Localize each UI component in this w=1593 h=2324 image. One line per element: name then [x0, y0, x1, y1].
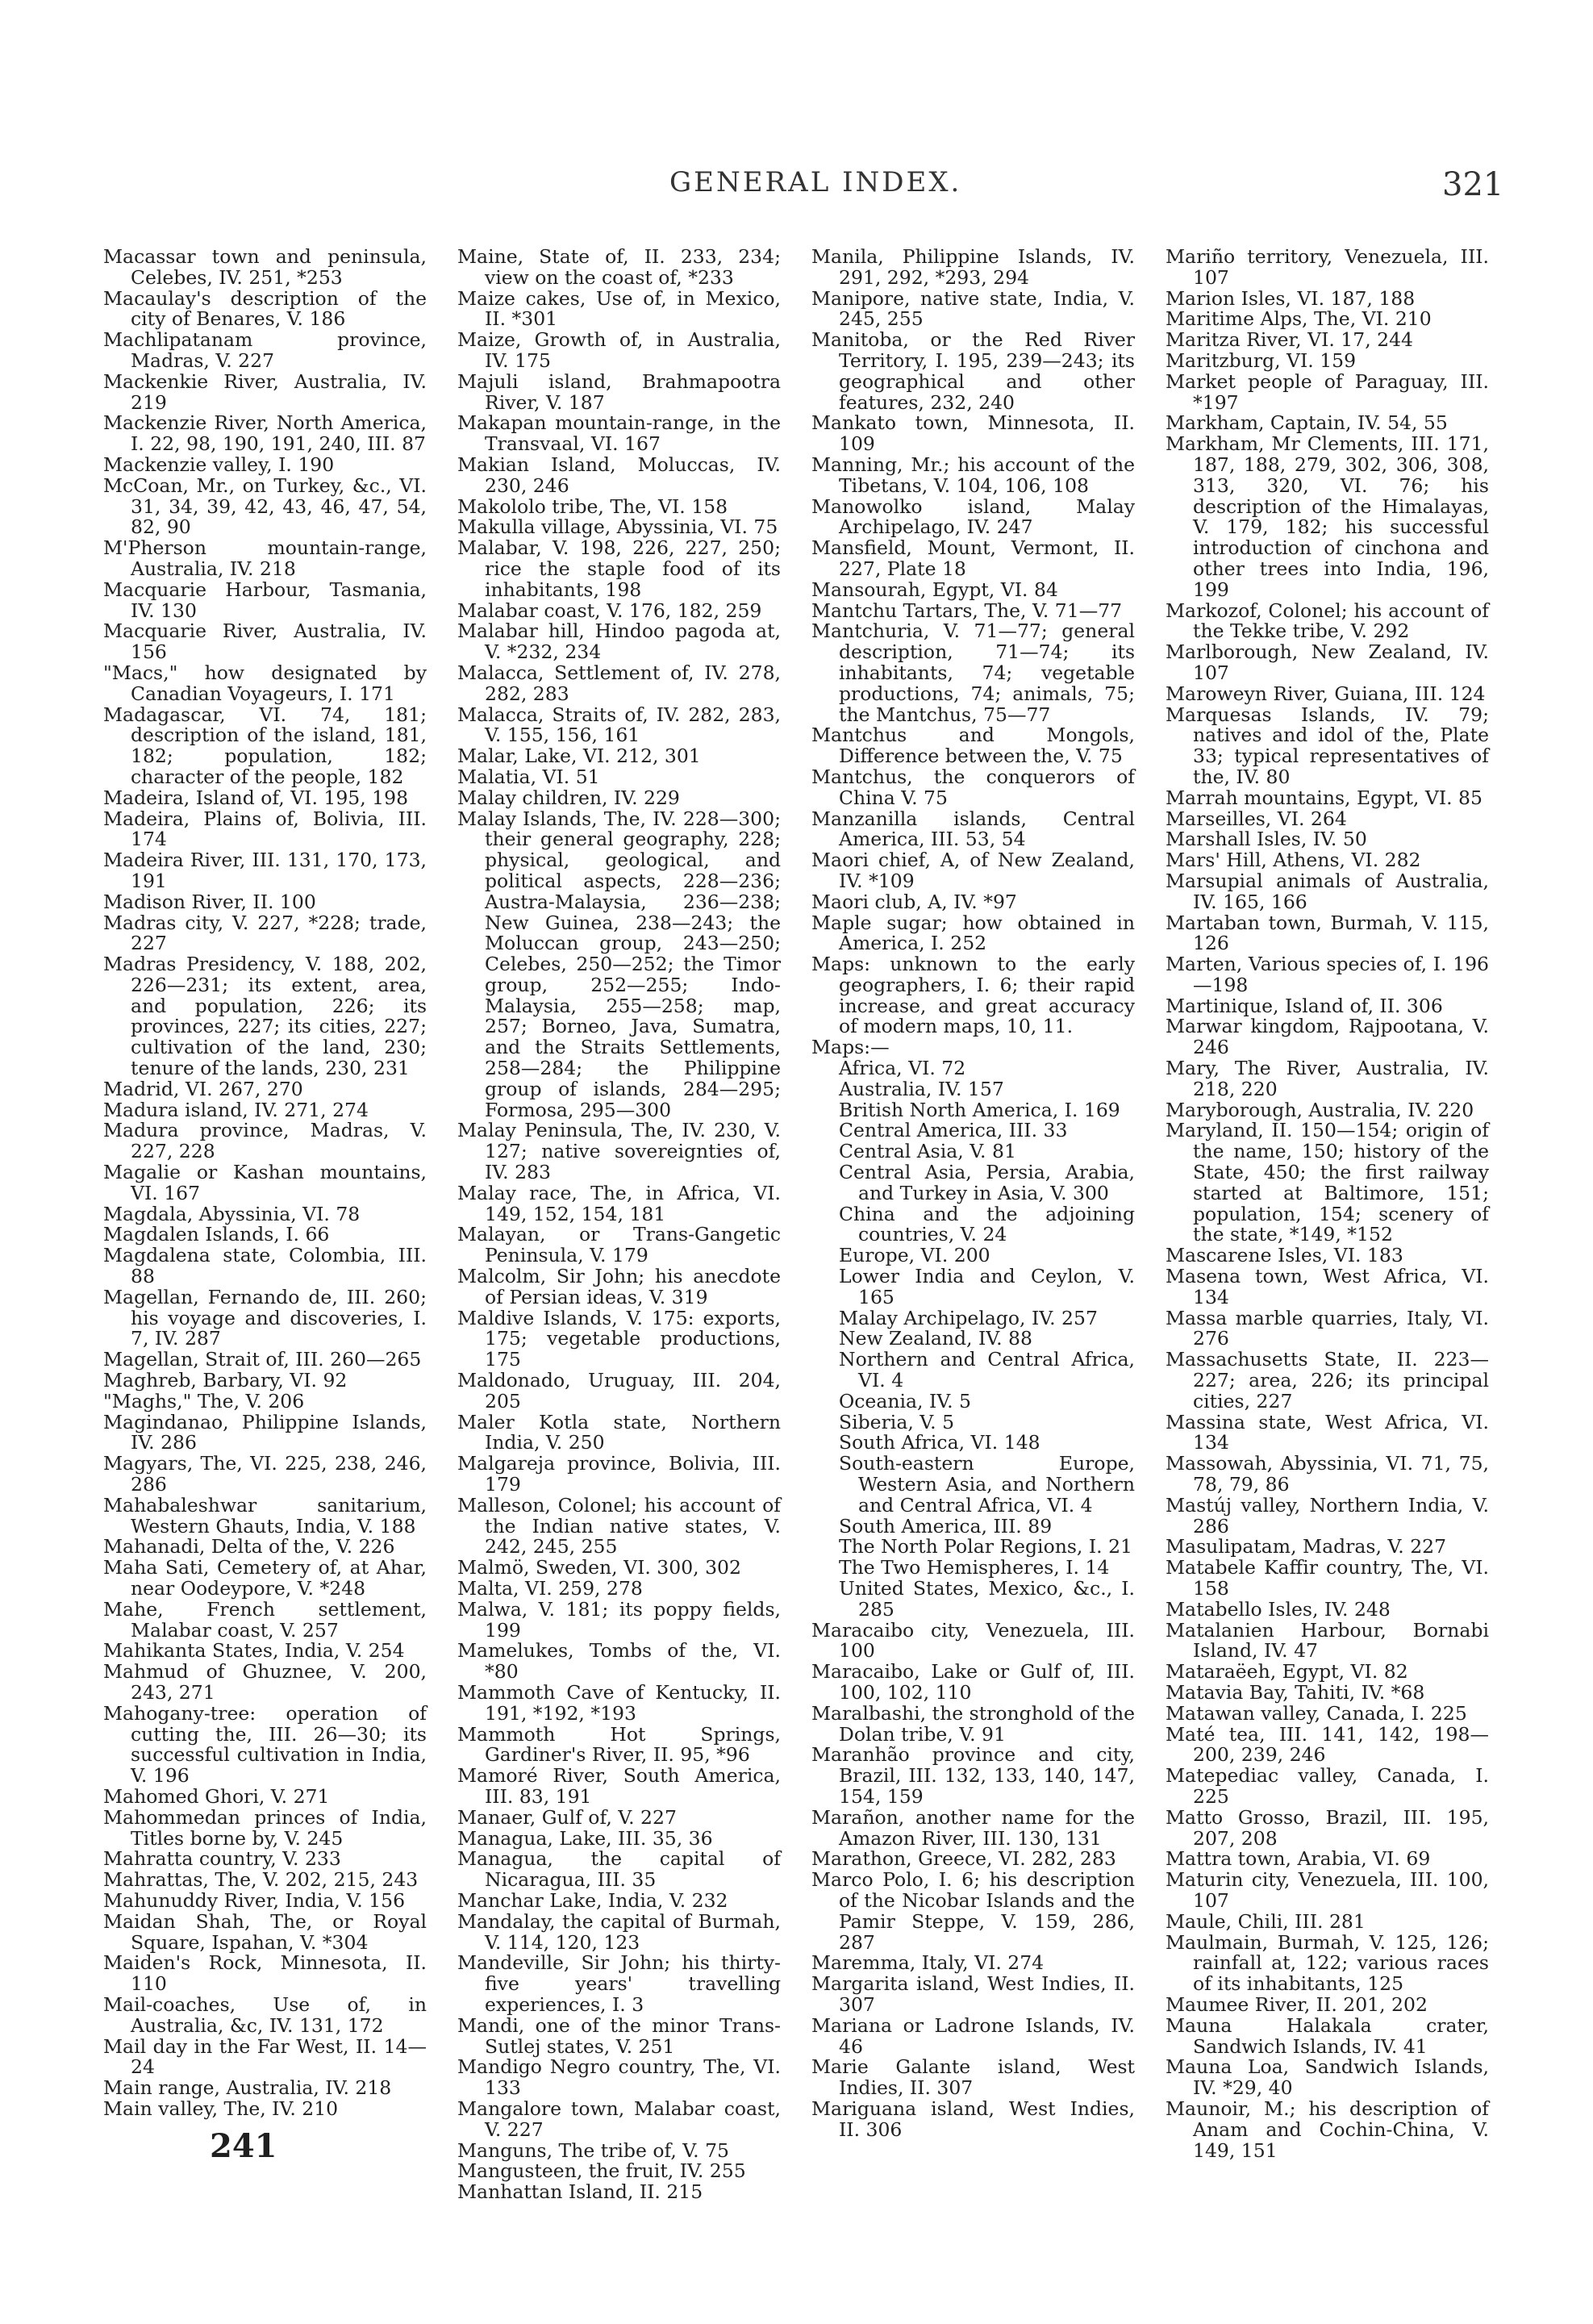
index-entry: Magindanao, Philippine Islands, IV. 286 — [103, 1410, 427, 1454]
index-entry: M'Pherson mountain-range, Australia, IV. 218 — [103, 536, 427, 580]
index-entry: Mantchuria, V. 71—77; general description, 71—74; its inhabitants, 74; vegetable productions, 74; animals, 75; the Mantchus, 75—77 — [811, 620, 1135, 726]
index-entry: Marsupial animals of Australia, IV. 165, 166 — [1166, 869, 1489, 913]
index-entry: Marshall Isles, IV. 50 — [1166, 828, 1367, 851]
index-entry: Maps: unknown to the early geographers, I. 6; their rapid increase, and great accuracy of modern maps, 10, 11. — [811, 953, 1135, 1038]
signature-number: 241 — [210, 2127, 277, 2165]
index-entry: Manitoba, or the Red River Territory, I. 195, 239—243; its geographical and other features, 232, 240 — [811, 328, 1135, 414]
index-entry: Mariguana island, West Indies, II. 306 — [811, 2097, 1135, 2141]
index-entry: Macaulay's description of the city of Benares, V. 186 — [103, 286, 427, 331]
index-entry: Mantchu Tartars, The, V. 71—77 — [811, 599, 1123, 622]
index-entry: Magyars, The, VI. 225, 238, 246, 286 — [103, 1452, 427, 1496]
index-entry: Mankato town, Minnesota, II. 109 — [811, 411, 1135, 456]
index-entry: Manila, Philippine Islands, IV. 291, 292, *293, 294 — [811, 245, 1135, 289]
index-entry: Majuli island, Brahmapootra River, V. 187 — [457, 369, 781, 414]
index-entry: Malay Islands, The, IV. 228—300; their general geography, 228; physical, geological, and political aspects, 228—236; Austra-Malaysia, 236—238; New Guinea, 238—243; the Moluccan group, 243—250; Celebes, 250—252; the Timor group, 252—255; Indo-Malaysia, 255—258; map, 257; Borneo, Java, Sumatra, and the Straits Settlements, 258—284; the Philippine group of islands, 284—295; Formosa, 295—300 — [457, 807, 781, 1121]
index-entry: Maori chief, A, of New Zealand, IV. *109 — [811, 849, 1135, 892]
index-entry: Mauna Halakala crater, Sandwich Islands, IV. 41 — [1166, 2013, 1489, 2058]
index-entry: Mary, The River, Australia, IV. 218, 220 — [1166, 1057, 1489, 1100]
index-entry: Malay race, The, in Africa, VI. 149, 152, 154, 181 — [457, 1181, 781, 1225]
index-entry: Magalie or Kashan mountains, VI. 167 — [103, 1161, 427, 1204]
index-entry: McCoan, Mr., on Turkey, &c., VI. 31, 34, 39, 42, 43, 46, 47, 54, 82, 90 — [103, 474, 427, 539]
index-entry: Malgareja province, Bolivia, III. 179 — [457, 1452, 781, 1496]
index-entry: Maldonado, Uruguay, III. 204, 205 — [457, 1369, 781, 1412]
index-entry: Mamelukes, Tombs of the, VI. *80 — [457, 1639, 781, 1684]
index-entry: Magellan, Fernando de, III. 260; his voyage and discoveries, I. 7, IV. 287 — [103, 1285, 427, 1350]
index-entry: Maule, Chili, III. 281 — [1166, 1909, 1366, 1933]
index-entry: Market people of Paraguay, III. *197 — [1166, 369, 1489, 414]
index-entry: Maize, Growth of, in Australia, IV. 175 — [457, 328, 781, 372]
index-entry: Madison River, II. 100 — [103, 890, 316, 913]
index-entry: Mandi, one of the minor Trans-Sutlej states, V. 251 — [457, 2013, 781, 2058]
index-subentry: British North America, I. 169 — [839, 1098, 1120, 1121]
index-column-3 — [811, 247, 1135, 2203]
index-subentry: Northern and Central Africa, VI. 4 — [839, 1348, 1135, 1392]
index-column-1 — [103, 247, 427, 2203]
index-entry: Malatia, VI. 51 — [457, 765, 600, 788]
index-entry: Mahikanta States, India, V. 254 — [103, 1639, 405, 1663]
index-entry: Mahomed Ghori, V. 271 — [103, 1784, 330, 1808]
index-subentry: Siberia, V. 5 — [839, 1410, 955, 1433]
index-entry: Macquarie River, Australia, IV. 156 — [103, 620, 427, 664]
index-entry: Maté tea, III. 141, 142, 198—200, 239, 246 — [1166, 1722, 1489, 1767]
index-entry: Manowolko island, Malay Archipelago, IV. 247 — [811, 494, 1135, 539]
index-entry: Marlborough, New Zealand, IV. 107 — [1166, 640, 1489, 684]
index-entry: Mantchus, the conquerors of China V. 75 — [811, 765, 1135, 809]
index-entry: Maralbashi, the stronghold of the Dolan tribe, V. 91 — [811, 1701, 1135, 1746]
index-entry: Manaer, Gulf of, V. 227 — [457, 1805, 677, 1829]
index-entry: Magdalen Islands, I. 66 — [103, 1223, 330, 1246]
index-entry: Maiden's Rock, Minnesota, II. 110 — [103, 1951, 427, 1996]
index-entry: Matabello Isles, IV. 248 — [1166, 1597, 1391, 1621]
index-subentry: Australia, IV. 157 — [839, 1077, 1004, 1100]
index-entry: Markozof, Colonel; his account of the Tekke tribe, V. 292 — [1166, 599, 1489, 643]
index-entry: Maritzburg, VI. 159 — [1166, 348, 1357, 372]
index-entry: Masena town, West Africa, VI. 134 — [1166, 1265, 1489, 1308]
index-subentry: Europe, VI. 200 — [839, 1244, 990, 1267]
index-entry: Mandeville, Sir John; his thirty-five years' travelling experiences, I. 3 — [457, 1951, 781, 2016]
index-entry: Markham, Captain, IV. 54, 55 — [1166, 411, 1448, 435]
index-subentry: Central Asia, Persia, Arabia, and Turkey in Asia, V. 300 — [839, 1161, 1135, 1204]
index-entry: Mahmud of Ghuznee, V. 200, 243, 271 — [103, 1660, 427, 1704]
index-entry: Marañon, another name for the Amazon River, III. 130, 131 — [811, 1805, 1135, 1850]
index-entry: Maritza River, VI. 17, 244 — [1166, 328, 1414, 352]
index-entry: Mansourah, Egypt, VI. 84 — [811, 578, 1058, 601]
index-entry: Mail-coaches, Use of, in Australia, &c, IV. 131, 172 — [103, 1992, 427, 2037]
index-subentry: Central America, III. 33 — [839, 1119, 1068, 1142]
index-entry: Maori club, A, IV. *97 — [811, 890, 1017, 913]
index-entry: Matepediac valley, Canada, I. 225 — [1166, 1764, 1489, 1808]
index-entry: Martinique, Island of, II. 306 — [1166, 994, 1443, 1017]
index-entry: Mammoth Cave of Kentucky, II. 191, *192, *193 — [457, 1680, 781, 1725]
index-entry: Marie Galante island, West Indies, II. 307 — [811, 2055, 1135, 2100]
index-entry: Mantchus and Mongols, Difference between the, V. 75 — [811, 724, 1135, 768]
index-entry: Maunoir, M.; his description of Anam and Cochin-China, V. 149, 151 — [1166, 2097, 1489, 2162]
index-entry: Managua, the capital of Nicaragua, III. 35 — [457, 1847, 781, 1892]
index-entry: Maracaibo city, Venezuela, III. 100 — [811, 1618, 1135, 1663]
index-entry: Maumee River, II. 201, 202 — [1166, 1992, 1428, 2016]
index-entry: Mauna Loa, Sandwich Islands, IV. *29, 40 — [1166, 2055, 1489, 2100]
index-entry: Malta, VI. 259, 278 — [457, 1577, 643, 1600]
index-entry: Maize cakes, Use of, in Mexico, II. *301 — [457, 286, 781, 331]
index-entry: Matawan valley, Canada, I. 225 — [1166, 1701, 1467, 1725]
index-entry: Matto Grosso, Brazil, III. 195, 207, 208 — [1166, 1805, 1489, 1850]
index-subentry: Lower India and Ceylon, V. 165 — [839, 1265, 1135, 1308]
index-entry: "Maghs," The, V. 206 — [103, 1389, 305, 1412]
index-entry: Mattra town, Arabia, VI. 69 — [1166, 1847, 1431, 1871]
index-entry: Marseilles, VI. 264 — [1166, 807, 1347, 830]
index-entry: Maranhão province and city, Brazil, III. 132, 133, 140, 147, 154, 159 — [811, 1743, 1135, 1808]
index-entry: Markham, Mr Clements, III. 171, 187, 188, 279, 302, 306, 308, 313, 320, VI. 76; his description of the Himalayas, V. 179, 182; his successful introduction of cinchona and other trees into India, 196, 199 — [1166, 432, 1489, 601]
index-entry: Mangalore town, Malabar coast, V. 227 — [457, 2097, 781, 2141]
index-subentry: The North Polar Regions, I. 21 — [839, 1535, 1132, 1558]
index-entry: Maple sugar; how obtained in America, I. 252 — [811, 911, 1135, 955]
index-subentry: Oceania, IV. 5 — [839, 1389, 971, 1412]
running-title: GENERAL INDEX. — [669, 166, 962, 198]
index-entry: Maremma, Italy, VI. 274 — [811, 1951, 1045, 1975]
index-entry: Mariño territory, Venezuela, III. 107 — [1166, 245, 1489, 289]
index-entry: Madura island, IV. 271, 274 — [103, 1098, 369, 1121]
index-entry: Marquesas Islands, IV. 79; natives and idol of the, Plate 33; typical representatives of the, IV. 80 — [1166, 703, 1489, 788]
index-entry: Maryland, II. 150—154; origin of the name, 150; history of the State, 450; the first railway started at Baltimore, 151; population, 154; scenery of the state, *149, *152 — [1166, 1119, 1489, 1246]
index-entry: Malwa, V. 181; its poppy fields, 199 — [457, 1597, 781, 1642]
index-entry: Madagascar, VI. 74, 181; description of the island, 181, 182; population, 182; character of the people, 182 — [103, 703, 427, 788]
index-entry: Madras Presidency, V. 188, 202, 226—231; its extent, area, and population, 226; its provinces, 227; its cities, 227; cultivation of the land, 230; tenure of the lands, 230, 231 — [103, 953, 427, 1080]
index-entry: Marten, Various species of, I. 196—198 — [1166, 953, 1489, 996]
index-entry: Managua, Lake, III. 35, 36 — [457, 1826, 713, 1850]
page-number: 321 — [1442, 166, 1504, 203]
index-subentry: South America, III. 89 — [839, 1514, 1053, 1538]
index-entry: Massowah, Abyssinia, VI. 71, 75, 78, 79, 86 — [1166, 1452, 1489, 1496]
index-entry: Madeira River, III. 131, 170, 173, 191 — [103, 849, 427, 892]
index-entry: Malleson, Colonel; his account of the Indian native states, V. 242, 245, 255 — [457, 1493, 781, 1558]
index-entry: Madras city, V. 227, *228; trade, 227 — [103, 911, 427, 955]
index-entry: Mastúj valley, Northern India, V. 286 — [1166, 1493, 1489, 1538]
index-entry: Madeira, Plains of, Bolivia, III. 174 — [103, 807, 427, 851]
index-entry: Matavia Bay, Tahiti, IV. *68 — [1166, 1680, 1425, 1704]
index-subentry: Africa, VI. 72 — [839, 1057, 966, 1080]
index-entry: Mahommedan princes of India, Titles borne by, V. 245 — [103, 1805, 427, 1850]
index-entry: Makapan mountain-range, in the Transvaal, VI. 167 — [457, 411, 781, 456]
index-entry: Mahogany-tree: operation of cutting the, III. 26—30; its successful cultivation in India, V. 196 — [103, 1701, 427, 1788]
index-entry: Marco Polo, I. 6; his description of the Nicobar Islands and the Pamir Steppe, V. 159, 286, 287 — [811, 1868, 1135, 1954]
index-entry: Makian Island, Moluccas, IV. 230, 246 — [457, 453, 781, 497]
index-entry: Mangusteen, the fruit, IV. 255 — [457, 2159, 746, 2183]
index-entry: Macassar town and peninsula, Celebes, IV. 251, *253 — [103, 245, 427, 289]
index-entry: Mascarene Isles, VI. 183 — [1166, 1244, 1403, 1267]
index-entry: Maturin city, Venezuela, III. 100, 107 — [1166, 1868, 1489, 1912]
index-entry: Massina state, West Africa, VI. 134 — [1166, 1410, 1489, 1454]
index-entry: Maldive Islands, V. 175: exports, 175; vegetable productions, 175 — [457, 1306, 781, 1371]
index-entry: Manning, Mr.; his account of the Tibetans, V. 104, 106, 108 — [811, 453, 1135, 497]
index-entry: Makololo tribe, The, VI. 158 — [457, 494, 728, 518]
index-entry: Main range, Australia, IV. 218 — [103, 2076, 392, 2100]
index-entry: Malay children, IV. 229 — [457, 786, 680, 809]
index-entry: Mahratta country, V. 233 — [103, 1847, 341, 1871]
index-entry: Margarita island, West Indies, II. 307 — [811, 1972, 1135, 2016]
index-entry: Martaban town, Burmah, V. 115, 126 — [1166, 911, 1489, 955]
index-entry: Mandigo Negro country, The, VI. 133 — [457, 2055, 781, 2100]
index-entry: Macquarie Harbour, Tasmania, IV. 130 — [103, 578, 427, 622]
index-subentry: United States, Mexico, &c., I. 285 — [839, 1577, 1135, 1621]
index-entry: Machlipatanam province, Madras, V. 227 — [103, 328, 427, 372]
index-entry: Mammoth Hot Springs, Gardiner's River, II. 95, *96 — [457, 1722, 781, 1767]
index-entry: Masulipatam, Madras, V. 227 — [1166, 1535, 1447, 1558]
index-entry: Mahanadi, Delta of the, V. 226 — [103, 1535, 395, 1558]
index-entry: Maha Sati, Cemetery of, at Ahar, near Oodeypore, V. *248 — [103, 1556, 427, 1600]
index-entry: Mandalay, the capital of Burmah, V. 114, 120, 123 — [457, 1909, 781, 1954]
index-entry: Massachusetts State, II. 223—227; area, 226; its principal cities, 227 — [1166, 1348, 1489, 1412]
index-entry: Maritime Alps, The, VI. 210 — [1166, 307, 1432, 331]
index-entry: "Macs," how designated by Canadian Voyageurs, I. 171 — [103, 661, 427, 705]
index-entry: Mahunuddy River, India, V. 156 — [103, 1888, 406, 1912]
index-entry: Maine, State of, II. 233, 234; view on the coast of, *233 — [457, 245, 781, 289]
index-entry: Makulla village, Abyssinia, VI. 75 — [457, 515, 778, 539]
index-entry: Matalanien Harbour, Bornabi Island, IV. 47 — [1166, 1618, 1489, 1663]
index-entry: Malayan, or Trans-Gangetic Peninsula, V. 179 — [457, 1223, 781, 1267]
index-entry: Magdalena state, Colombia, III. 88 — [103, 1244, 427, 1288]
index-entry: Maryborough, Australia, IV. 220 — [1166, 1098, 1474, 1121]
index-subentry: South Africa, VI. 148 — [839, 1431, 1040, 1454]
index-entry: Mahabaleshwar sanitarium, Western Ghauts, India, V. 188 — [103, 1493, 427, 1538]
index-subentry: New Zealand, IV. 88 — [839, 1327, 1032, 1350]
index-subentry: Malay Archipelago, IV. 257 — [839, 1306, 1098, 1329]
index-entry: Malabar, V. 198, 226, 227, 250; rice the staple food of its inhabitants, 198 — [457, 536, 781, 601]
index-entry: Maler Kotla state, Northern India, V. 250 — [457, 1410, 781, 1454]
index-entry: Magellan, Strait of, III. 260—265 — [103, 1348, 422, 1371]
index-subentry: South-eastern Europe, Western Asia, and Northern and Central Africa, VI. 4 — [839, 1452, 1135, 1517]
index-entry: Mataraëeh, Egypt, VI. 82 — [1166, 1660, 1408, 1684]
index-entry: Malabar hill, Hindoo pagoda at, V. *232, 234 — [457, 620, 781, 664]
index-entry: Mackenkie River, Australia, IV. 219 — [103, 369, 427, 414]
index-columns — [103, 247, 1491, 2203]
index-entry: Mars' Hill, Athens, VI. 282 — [1166, 849, 1421, 872]
index-entry: Maidan Shah, The, or Royal Square, Ispahan, V. *304 — [103, 1909, 427, 1954]
index-entry: Madeira, Island of, VI. 195, 198 — [103, 786, 409, 809]
index-entry: Mahrattas, The, V. 202, 215, 243 — [103, 1868, 419, 1892]
index-entry: Malcolm, Sir John; his anecdote of Persian ideas, V. 319 — [457, 1265, 781, 1308]
index-entry: Manhattan Island, II. 215 — [457, 2180, 703, 2204]
index-entry: Madura province, Madras, V. 227, 228 — [103, 1119, 427, 1163]
index-entry: Malmö, Sweden, VI. 300, 302 — [457, 1556, 741, 1579]
index-entry: Malabar coast, V. 176, 182, 259 — [457, 599, 762, 622]
index-entry: Marathon, Greece, VI. 282, 283 — [811, 1847, 1116, 1871]
index-entry: Matabele Kaffir country, The, VI. 158 — [1166, 1556, 1489, 1600]
index-entry: Manguns, The tribe of, V. 75 — [457, 2138, 729, 2162]
index-entry: Mansfield, Mount, Vermont, II. 227, Plate 18 — [811, 536, 1135, 580]
index-entry: Maracaibo, Lake or Gulf of, III. 100, 102, 110 — [811, 1660, 1135, 1704]
index-subentry: The Two Hemispheres, I. 14 — [839, 1556, 1110, 1579]
index-entry: Malacca, Straits of, IV. 282, 283, V. 155, 156, 161 — [457, 703, 781, 747]
index-entry: Mackenzie valley, I. 190 — [103, 453, 335, 476]
index-entry: Mahe, French settlement, Malabar coast, V. 257 — [103, 1597, 427, 1642]
index-entry: Maulmain, Burmah, V. 125, 126; rainfall at, 122; various races of its inhabitants, 125 — [1166, 1930, 1489, 1996]
index-entry: Marwar kingdom, Rajpootana, V. 246 — [1166, 1015, 1489, 1059]
index-entry: Manchar Lake, India, V. 232 — [457, 1888, 728, 1912]
index-entry: Marrah mountains, Egypt, VI. 85 — [1166, 786, 1482, 809]
index-entry: Magdala, Abyssinia, VI. 78 — [103, 1202, 361, 1225]
index-entry: Madrid, VI. 267, 270 — [103, 1077, 303, 1100]
index-entry: Manipore, native state, India, V. 245, 255 — [811, 286, 1135, 331]
index-column-4 — [1166, 247, 1489, 2203]
index-entry: Main valley, The, IV. 210 — [103, 2097, 339, 2120]
index-entry: Maps:— — [811, 1036, 890, 1059]
index-entry: Malay Peninsula, The, IV. 230, V. 127; native sovereignties of, IV. 283 — [457, 1119, 781, 1184]
index-entry: Maroweyn River, Guiana, III. 124 — [1166, 682, 1486, 705]
index-entry: Malar, Lake, VI. 212, 301 — [457, 745, 701, 768]
index-entry: Manzanilla islands, Central America, III. 53, 54 — [811, 807, 1135, 851]
index-entry: Mackenzie River, North America, I. 22, 98, 190, 191, 240, III. 87 — [103, 411, 427, 456]
index-subentry: China and the adjoining countries, V. 24 — [839, 1202, 1135, 1246]
index-entry: Mail day in the Far West, II. 14—24 — [103, 2034, 427, 2079]
index-entry: Massa marble quarries, Italy, VI. 276 — [1166, 1306, 1489, 1350]
index-entry: Maghreb, Barbary, VI. 92 — [103, 1369, 348, 1392]
index-column-2 — [457, 247, 781, 2203]
index-entry: Marion Isles, VI. 187, 188 — [1166, 286, 1416, 310]
index-subentry: Central Asia, V. 81 — [839, 1140, 1016, 1163]
index-entry: Mariana or Ladrone Islands, IV. 46 — [811, 2013, 1135, 2058]
index-entry: Malacca, Settlement of, IV. 278, 282, 283 — [457, 661, 781, 705]
index-entry: Mamoré River, South America, III. 83, 191 — [457, 1764, 781, 1808]
